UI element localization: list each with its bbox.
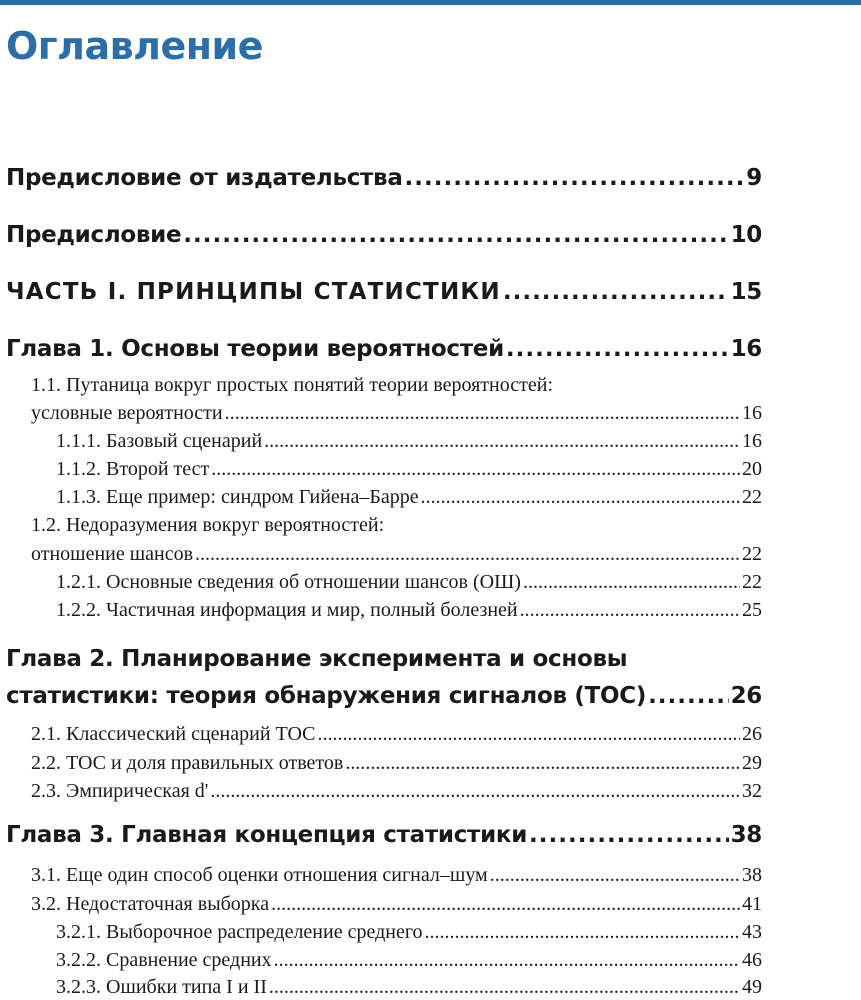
entry-page: 41 — [742, 893, 762, 915]
toc-entry-3-2-1[interactable] — [56, 921, 762, 944]
dot-leader — [271, 893, 740, 916]
entry-title: 3.1. Еще один способ оценки отношения сигнал–шум — [31, 864, 488, 886]
entry-title: Глава 3. Главная концепция статистики — [6, 822, 528, 848]
dot-leader — [490, 864, 740, 887]
dot-leader — [195, 543, 740, 566]
entry-page: 38 — [730, 822, 762, 848]
entry-page: 29 — [742, 752, 762, 774]
entry-page: 9 — [746, 165, 762, 191]
entry-title: 1.1.3. Еще пример: синдром Гийена–Барре — [56, 486, 419, 508]
dot-leader — [529, 822, 729, 848]
entry-page: 22 — [742, 486, 762, 508]
entry-title: 2.1. Классический сценарий ТОС — [31, 723, 316, 745]
toc-entry-2-1[interactable] — [31, 723, 762, 746]
entry-page: 32 — [742, 780, 762, 802]
dot-leader — [405, 165, 745, 191]
dot-leader — [425, 921, 740, 944]
entry-page: 25 — [742, 599, 762, 621]
dot-leader — [274, 949, 740, 972]
entry-page: 16 — [730, 336, 762, 362]
toc-entry-1-1-3[interactable] — [56, 486, 762, 509]
entry-title: 3.2. Недостаточная выборка — [31, 893, 270, 915]
entry-page: 16 — [742, 402, 762, 424]
dot-leader — [210, 780, 740, 803]
dot-leader — [264, 430, 740, 453]
entry-title: 3.2.3. Ошибки типа I и II — [56, 976, 267, 998]
entry-page: 26 — [730, 683, 762, 709]
toc-entry-3-2-3[interactable] — [56, 976, 762, 999]
entry-title: 3.2.1. Выборочное распределение среднего — [56, 921, 423, 943]
entry-page: 16 — [742, 430, 762, 452]
entry-page: 49 — [742, 976, 762, 998]
dot-leader — [269, 976, 740, 999]
entry-page: 38 — [742, 864, 762, 886]
dot-leader — [523, 571, 740, 594]
entry-title: 3.2.2. Сравнение средних — [56, 949, 272, 971]
dot-leader — [503, 279, 729, 305]
toc-entry-2-3[interactable] — [31, 780, 762, 803]
dot-leader — [225, 402, 740, 425]
toc-entry-2-2[interactable] — [31, 752, 762, 775]
toc-entry-chapter-1[interactable] — [6, 336, 762, 362]
entry-title: 2.3. Эмпирическая d' — [31, 780, 209, 802]
entry-title: Предисловие — [6, 222, 182, 248]
entry-page: 20 — [742, 458, 762, 480]
entry-title: 1.1.1. Базовый сценарий — [56, 430, 263, 452]
entry-page: 22 — [742, 543, 762, 565]
dot-leader — [520, 599, 740, 622]
entry-title: 2.2. ТОС и доля правильных ответов — [31, 752, 344, 774]
toc-entry-chapter-2-line1[interactable]: Глава 2. Планирование эксперимента и основы — [6, 646, 628, 672]
entry-page: 46 — [742, 949, 762, 971]
entry-page: 43 — [742, 921, 762, 943]
toc-entry-1-1-2[interactable] — [56, 458, 762, 481]
dot-leader — [183, 222, 728, 248]
toc-entry-3-1[interactable] — [31, 864, 762, 887]
toc-entry-chapter-3[interactable] — [6, 822, 762, 848]
dot-leader — [318, 723, 740, 746]
toc-entry-3-2-2[interactable] — [56, 949, 762, 972]
entry-title: 1.2.2. Частичная информация и мир, полный болезней — [56, 599, 518, 621]
toc-entry-1-2-2[interactable] — [56, 599, 762, 622]
entry-title: 1.1.2. Второй тест — [56, 458, 210, 480]
entry-title: ЧАСТЬ I. ПРИНЦИПЫ СТАТИСТИКИ — [6, 279, 501, 305]
page-title: Оглавление — [6, 24, 263, 68]
dot-leader — [648, 683, 729, 709]
entry-page: 22 — [742, 571, 762, 593]
toc-entry-1-1-1[interactable] — [56, 430, 762, 453]
toc-entry-preface[interactable] — [6, 222, 762, 248]
entry-page: 10 — [730, 222, 762, 248]
toc-entry-preface-publisher[interactable] — [6, 165, 762, 191]
toc-entry-1-2[interactable] — [31, 543, 762, 566]
toc-entry-1-2-1[interactable] — [56, 571, 762, 594]
toc-entry-part-1[interactable] — [6, 279, 762, 305]
entry-title: 1.2.1. Основные сведения об отношении шансов (ОШ) — [56, 571, 521, 593]
toc-entry-1-1[interactable] — [31, 402, 762, 425]
entry-title: отношение шансов — [31, 543, 194, 565]
toc-entry-3-2[interactable] — [31, 893, 762, 916]
dot-leader — [345, 752, 740, 775]
entry-title: Глава 1. Основы теории вероятностей — [6, 336, 504, 362]
entry-title: Предисловие от издательства — [6, 165, 403, 191]
toc-entry-1-2-line1[interactable]: 1.2. Недоразумения вокруг вероятностей: — [31, 514, 385, 536]
entry-title: статистики: теория обнаружения сигналов (ТОС) — [6, 683, 647, 709]
entry-page: 26 — [742, 723, 762, 745]
dot-leader — [211, 458, 740, 481]
toc-entry-1-1-line1[interactable]: 1.1. Путаница вокруг простых понятий теории вероятностей: — [31, 374, 554, 396]
entry-page: 15 — [730, 279, 762, 305]
toc-entry-chapter-2[interactable] — [6, 683, 762, 709]
top-accent-bar — [0, 0, 861, 5]
dot-leader — [506, 336, 729, 362]
dot-leader — [421, 486, 740, 509]
entry-title: условные вероятности — [31, 402, 223, 424]
